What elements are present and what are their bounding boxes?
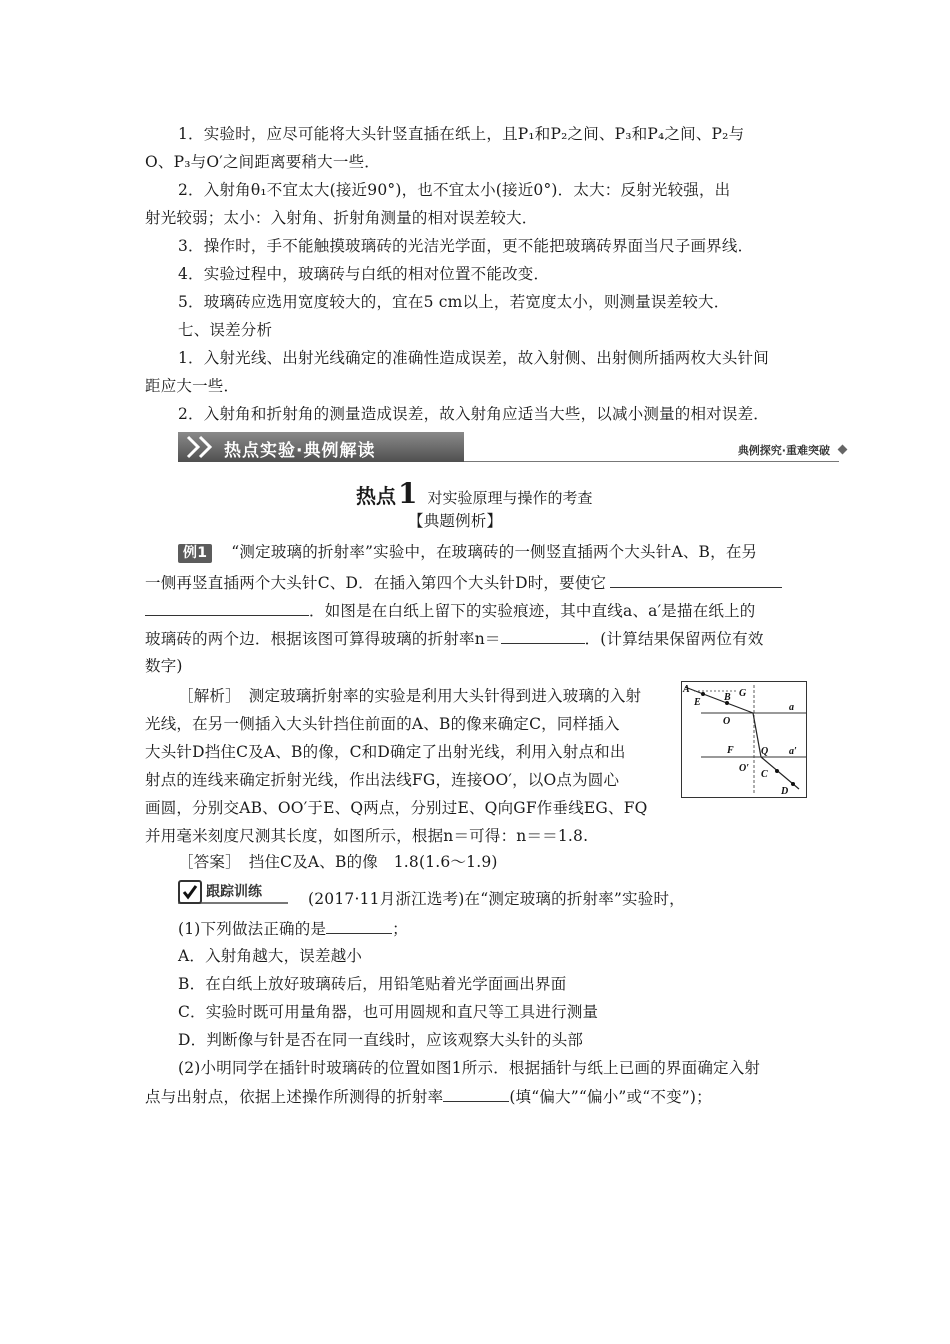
note-5: 5．玻璃砖应选用宽度较大的，宜在5 cm以上，若宽度太小，则测量误差较大．	[178, 293, 730, 311]
example-line-5: 数字)	[145, 657, 183, 675]
example-line-3	[145, 600, 756, 621]
question-1	[178, 918, 408, 939]
banner-right-label: 典例探究·重难突破	[737, 444, 830, 457]
option-a: A．入射角越大，误差越小	[178, 947, 363, 965]
analysis-4: 射点的连线来确定折射光线，作出法线FG，连接OO′，以O点为圆心	[145, 771, 620, 789]
hotspot-number: 1	[398, 477, 418, 510]
label-G: G	[739, 688, 747, 699]
example-line-2	[145, 572, 782, 593]
analysis-2: 光线，在另一侧插入大头针挡住前面的A、B的像来确定C，同样插入	[145, 715, 620, 733]
question-2-text: 点与出射点，依据上述操作所测得的折射率	[145, 1088, 444, 1106]
answer-blank-1	[610, 572, 782, 588]
option-d: D．判断像与针是否在同一直线时，应该观察大头针的头部	[178, 1031, 584, 1049]
question-1-blank	[326, 918, 392, 934]
banner-box	[178, 432, 464, 462]
hotspot-label: 热点	[356, 484, 396, 508]
analysis-1: ［解析］ 测定玻璃折射率的实验是利用大头针得到进入玻璃的入射	[178, 687, 642, 705]
note-2-cont: 射光较弱；太小：入射角、折射角测量的相对误差较大．	[145, 209, 538, 227]
answer-blank-3	[501, 628, 585, 644]
chevron-icon	[182, 432, 226, 462]
error-1-cont: 距应大一些．	[145, 377, 240, 395]
tracking-intro: (2017·11月浙江选考)在“测定玻璃的折射率”实验时，	[308, 890, 685, 908]
banner-rule	[464, 461, 839, 462]
option-b: B．在白纸上放好玻璃砖后，用铅笔贴着光学面画出界面	[178, 975, 567, 993]
analysis-6: 并用毫米刻度尺测其长度，如图所示，根据n＝可得：n＝＝1.8.	[145, 827, 589, 845]
example-text-4a: 玻璃砖的两个边．根据该图可算得玻璃的折射率n＝	[145, 630, 501, 648]
example-text-1: “测定玻璃的折射率”实验中，在玻璃砖的一侧竖直插两个大头针A、B，在另	[231, 543, 758, 561]
answer-line: ［答案］ 挡住C及A、B的像 1.8(1.6～1.9)	[178, 853, 498, 871]
example-text-2: 一侧再竖直插两个大头针C、D．在插入第四个大头针D时，要使它	[145, 574, 607, 592]
question-2-end: (填“偏大”“偏小”或“不变”)；	[509, 1088, 712, 1106]
example-line-4	[145, 628, 764, 649]
label-Q: Q	[761, 746, 769, 757]
error-1: 1．入射光线、出射光线确定的准确性造成误差，故入射侧、出射侧所插两枚大头针间	[178, 349, 769, 367]
question-2-blank	[443, 1086, 509, 1102]
label-A: A	[683, 684, 690, 695]
label-F: F	[727, 745, 734, 756]
label-E: E	[694, 697, 701, 708]
label-C: C	[761, 769, 768, 780]
example-text-3: ．如图是在白纸上留下的实验痕迹，其中直线a、a′是描在纸上的	[309, 602, 756, 620]
answer-blank-2	[145, 600, 309, 616]
label-D: D	[781, 786, 789, 797]
note-1-cont: O、P₃与O′之间距离要稍大一些．	[145, 153, 380, 171]
note-3: 3．操作时，手不能触摸玻璃砖的光洁光学面，更不能把玻璃砖界面当尺子画界线．	[178, 237, 754, 255]
question-2: (2)小明同学在插针时玻璃砖的位置如图1所示．根据插针与纸上已画的界面确定入射	[178, 1059, 761, 1077]
note-4: 4．实验过程中，玻璃砖与白纸的相对位置不能改变．	[178, 265, 550, 283]
question-2-cont	[145, 1086, 712, 1107]
analysis-3: 大头针D挡住C及A、B的像，C和D确定了出射光线，利用入射点和出	[145, 743, 626, 761]
question-1-end: ；	[392, 920, 408, 938]
refraction-figure	[681, 681, 807, 798]
label-B: B	[724, 692, 731, 703]
option-c: C．实验时既可用量角器，也可用圆规和直尺等工具进行测量	[178, 1003, 599, 1021]
example-badge: 例1	[178, 544, 212, 563]
example-line-1	[178, 542, 757, 563]
hotspot-subtitle: 对实验原理与操作的考查	[427, 489, 593, 507]
error-heading: 七、误差分析	[178, 321, 273, 339]
label-O-prime: O′	[739, 763, 750, 774]
label-a: a	[789, 702, 794, 713]
label-a-prime: a′	[789, 746, 797, 757]
checkmark-icon	[178, 880, 202, 904]
tracking-badge	[178, 880, 288, 904]
example-heading: 【典题例析】	[408, 512, 503, 530]
note-1: 1．实验时，应尽可能将大头针竖直插在纸上，且P₁和P₂之间、P₃和P₄之间、P₂与	[178, 125, 745, 143]
question-1-text: (1)下列做法正确的是	[178, 920, 327, 938]
example-text-4b: ．(计算结果保留两位有效	[584, 630, 764, 648]
diamond-icon	[838, 445, 848, 455]
label-O: O	[723, 716, 731, 727]
section-banner	[178, 432, 848, 464]
error-2: 2．入射角和折射角的测量造成误差，故入射角应适当大些，以减小测量的相对误差．	[178, 405, 769, 423]
banner-title: 热点实验·典例解读	[224, 441, 376, 461]
tracking-label: 跟踪训练	[206, 884, 262, 900]
hotspot-title	[356, 477, 593, 510]
analysis-5: 画圆，分别交AB、OO′于E、Q两点，分别过E、Q向GF作垂线EG、FQ	[145, 799, 648, 817]
note-2: 2．入射角θ₁不宜太大(接近90°)，也不宜太小(接近0°)．太大：反射光较强，出	[178, 181, 731, 199]
